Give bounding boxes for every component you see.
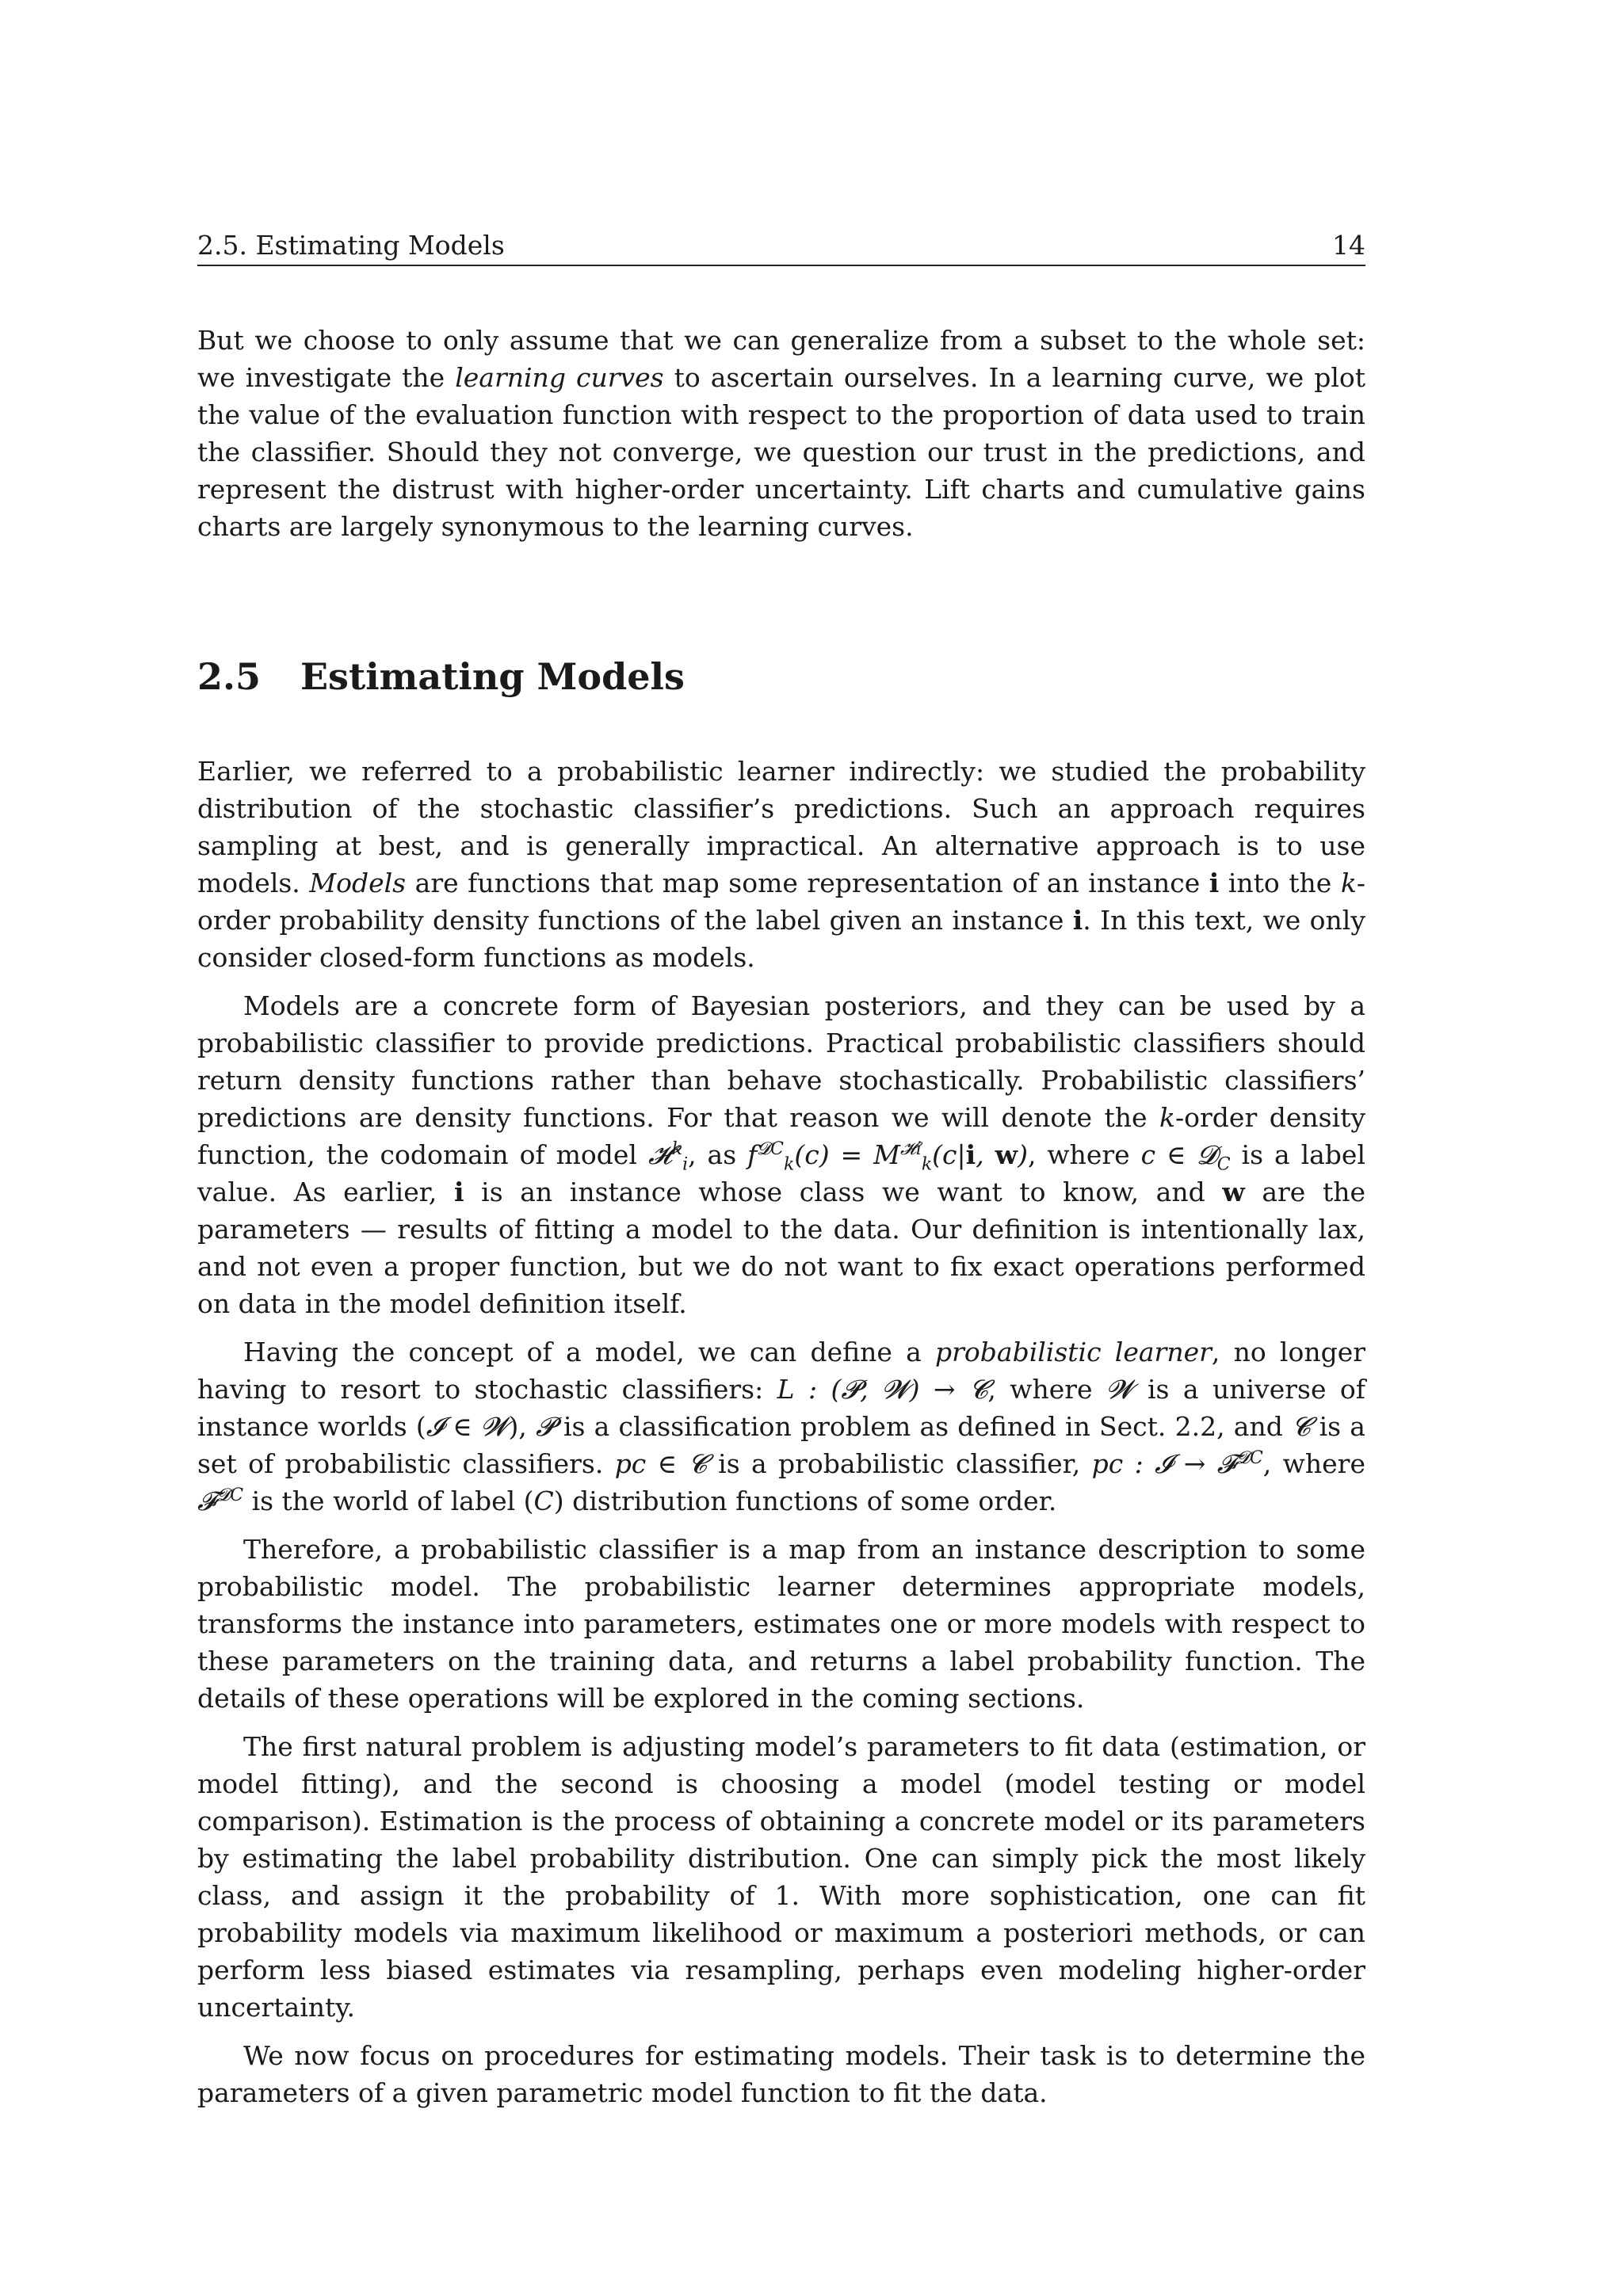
math-sup: 𝓓C <box>216 1486 244 1505</box>
text-run: is a label value. As earlier, <box>197 1139 1366 1207</box>
intro-paragraph <box>197 322 1365 545</box>
math-symbol: (c| <box>932 1139 966 1170</box>
text-run: is the world of label ( <box>243 1486 534 1516</box>
emphasis-models: Models <box>309 868 407 898</box>
text-run: Models are a concrete form of Bayesian posteriors, and they can be used by a probabilistic classifier to provide predictions. Practical probabilistic classifiers should return density functions rather than behave stochastically. Probabilistic classifiers’ predictions are density functions. For that reason we will denote the <box>197 990 1365 1133</box>
text-run: is a probabilistic classifier, <box>706 1448 1092 1479</box>
paragraph-4: Therefore, a probabilistic classifier is a map from an instance description to some probabilistic model. The probabilistic learner determines appropriate models, transforms the instance into parameters, estimates one or more models with respect to these parameters on the training data, and returns a label probability function. The details of these operations will be explored in the coming sections. <box>197 1534 1365 1714</box>
math-symbol: M <box>873 1139 900 1170</box>
math-symbol: , <box>976 1139 995 1170</box>
math-sub: k <box>784 1154 795 1175</box>
page <box>197 0 1365 2296</box>
math-symbol: pc : 𝓘 → 𝓕 <box>1091 1448 1237 1479</box>
header-rule <box>197 265 1365 266</box>
paragraph-5: The first natural problem is adjusting model’s parameters to fit data (estimation, or model fitting), and the second is choosing a model (model testing or model comparison). Estimation is the process of obtaining a concrete model or its parameters by estimating the label probability distribution. One can simply pick the most likely class, and assign it the probability of 1. With more sophistication, one can fit probability models via maximum likelihood or maximum a posteriori methods, or can perform less biased estimates via resampling, perhaps even modeling higher-order uncertainty. <box>197 1731 1365 2023</box>
text-run: Having the concept of a model, we can define a <box>243 1337 935 1367</box>
math-sub: i <box>682 1154 689 1175</box>
math-bold-w: w <box>995 1139 1018 1170</box>
math-sup: k <box>671 1139 683 1159</box>
running-header <box>197 227 1365 261</box>
math-k: k <box>1159 1102 1175 1133</box>
section-number: 2.5 <box>197 655 262 698</box>
math-C-label: C <box>533 1486 554 1516</box>
text-run: , no longer having to resort to stochastic classifiers: <box>197 1337 1366 1405</box>
math-sup: 𝓗i <box>899 1139 922 1159</box>
math-sup: 𝓓C <box>1236 1448 1263 1468</box>
math-bold-i: i <box>1072 905 1083 936</box>
header-section-title: 2.5. Estimating Models <box>197 230 505 261</box>
text-run: to ascertain ourselves. In a learning curve, we plot the value of the evaluation function with respect to the proportion of data used to train the classifier. Should they not converge, we question our trust in the predictions, and represent the distrust with higher-order uncertainty. Lift charts and cumulative gains charts are largely synonymous to the learning curves. <box>197 362 1366 542</box>
math-pc-in-C: pc ∈ 𝓒 <box>614 1448 707 1479</box>
emphasis-learning-curves: learning curves <box>455 362 664 393</box>
paragraph-3 <box>197 1333 1365 1520</box>
paragraph-6: We now focus on procedures for estimating models. Their task is to determine the parameters of a given parametric model function to fit the data. <box>197 2040 1365 2108</box>
math-F-DC <box>197 1486 243 1516</box>
math-sub: k <box>921 1154 933 1175</box>
math-symbol: 𝓕 <box>197 1486 217 1516</box>
math-symbol: (c) = <box>794 1139 874 1170</box>
math-bold-i: i <box>454 1177 464 1207</box>
section-body <box>197 753 1365 2111</box>
math-symbol: c ∈ 𝓓 <box>1140 1139 1217 1170</box>
paragraph-1 <box>197 753 1365 976</box>
text-run: . In this text, we only consider closed-form functions as models. <box>197 905 1366 973</box>
text-run: ), <box>508 1411 536 1442</box>
text-run: , as <box>688 1139 748 1170</box>
text-run: is a set of probabilistic classifiers. <box>197 1411 1365 1479</box>
math-sup: 𝓓C <box>757 1139 785 1159</box>
math-model-H <box>647 1139 689 1175</box>
intro-paragraph-block <box>197 322 1365 545</box>
text-run: are the parameters — results of fitting a model to the data. Our definition is intentionally lax, and not even a proper function, but we do not want to fix exact operations performed on data in the model definition itself. <box>197 1177 1365 1319</box>
text-run: is a universe of instance worlds ( <box>197 1374 1365 1442</box>
text-run: , where <box>1027 1139 1141 1170</box>
text-run: But we choose to only assume that we can generalize from a subset to the whole set: we investigate the <box>197 325 1365 393</box>
text-run: -order probability density functions of the label given an instance <box>197 868 1365 936</box>
text-run: , where <box>987 1374 1106 1405</box>
math-f-expression <box>747 1139 1028 1175</box>
math-c-in-D <box>1140 1139 1231 1175</box>
math-W: 𝓦 <box>1106 1374 1134 1405</box>
math-sub: C <box>1216 1154 1231 1175</box>
math-pc-map <box>1092 1448 1263 1479</box>
text-run: into the <box>1219 868 1341 898</box>
paragraph-2 <box>197 987 1365 1322</box>
text-run: are functions that map some representation of an instance <box>406 868 1209 898</box>
math-P: 𝓟 <box>536 1411 555 1442</box>
section-heading <box>197 653 1365 700</box>
math-I-in-W: 𝓘 ∈ 𝓦 <box>426 1411 509 1442</box>
section-title: Estimating Models <box>300 655 685 698</box>
page-number: 14 <box>1332 230 1365 261</box>
math-symbol: f <box>747 1139 758 1170</box>
text-run: is an instance whose class we want to know, and <box>464 1177 1223 1207</box>
math-bold-i: i <box>1209 868 1220 898</box>
math-k: k <box>1340 868 1357 898</box>
math-C: 𝓒 <box>1292 1411 1311 1442</box>
text-run: , where <box>1262 1448 1365 1479</box>
text-run: Earlier, we referred to a probabilistic learner indirectly: we studied the probability distribution of the stochastic classifier’s predictions. Such an approach requires sampling at best, and is generally impractical. An alternative approach is to use models. <box>197 756 1365 898</box>
math-symbol: 𝓗 <box>647 1139 672 1170</box>
math-symbol: ) <box>1018 1139 1028 1170</box>
text-run: ) distribution functions of some order. <box>553 1486 1057 1516</box>
math-bold-i: i <box>965 1139 976 1170</box>
math-learner: L : (𝓟, 𝓦) → 𝓒 <box>777 1374 988 1405</box>
emphasis-probabilistic-learner: probabilistic learner <box>935 1337 1212 1367</box>
math-bold-w: w <box>1222 1177 1245 1207</box>
text-run: -order density function, the codomain of model <box>197 1102 1365 1170</box>
text-run: is a classification problem as defined in Sect. 2.2, and <box>554 1411 1293 1442</box>
